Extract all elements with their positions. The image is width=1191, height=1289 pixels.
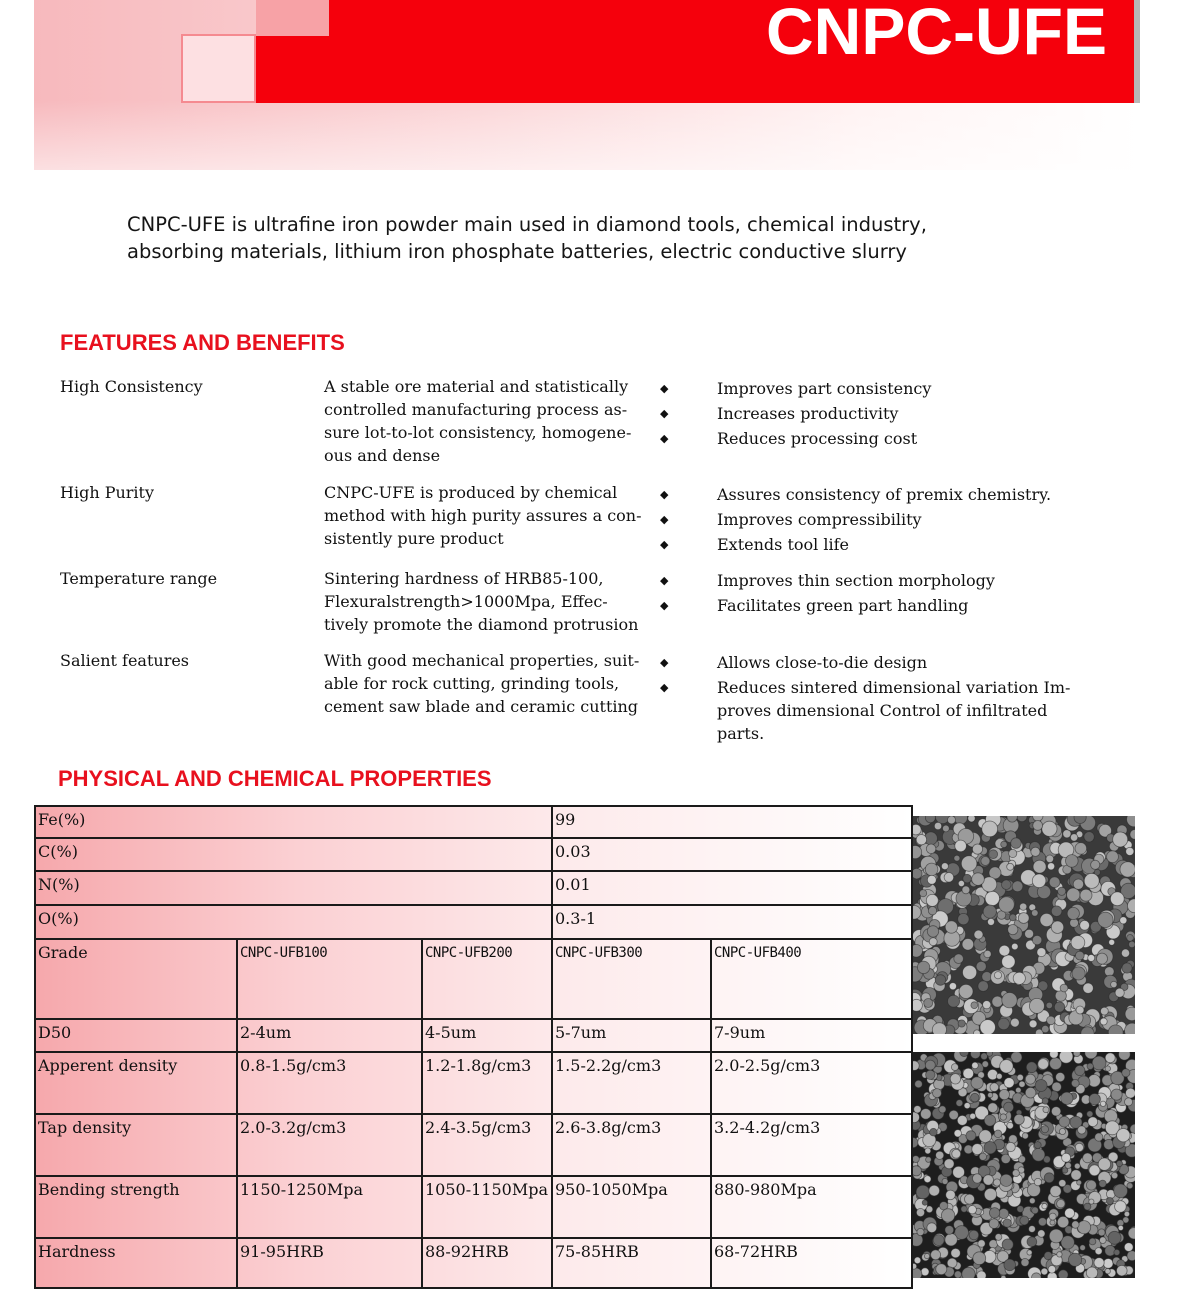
grade-cell: CNPC-UFB100 (237, 939, 422, 1019)
grade-label: Grade (35, 939, 237, 1019)
benefit-text: Improves thin section morphology (717, 571, 995, 590)
micrograph-image-bottom (913, 1052, 1135, 1278)
bullet-icon: ◆ (660, 513, 669, 526)
bullet-icon: ◆ (660, 574, 669, 587)
property-value: 950-1050Mpa (552, 1176, 711, 1238)
feature-benefits (660, 651, 1080, 747)
grade-cell: CNPC-UFB300 (552, 939, 711, 1019)
benefit-item (660, 402, 1080, 425)
property-value: 91-95HRB (237, 1238, 422, 1288)
property-label: Hardness (35, 1238, 237, 1288)
bullet-icon: ◆ (660, 382, 669, 395)
benefit-text: Increases productivity (717, 404, 899, 423)
table-row (35, 871, 912, 905)
benefit-item (660, 377, 1080, 400)
property-value: 0.8-1.5g/cm3 (237, 1052, 422, 1114)
page-title: CNPC-UFE (766, 0, 1107, 68)
property-value: 1.5-2.2g/cm3 (552, 1052, 711, 1114)
bullet-icon: ◆ (660, 488, 669, 501)
property-label: Bending strength (35, 1176, 237, 1238)
benefit-text: Reduces sintered dimensional variation Im-proves dimensional Control of infiltrated parts. (717, 678, 1071, 743)
composition-label: Fe(%) (35, 806, 552, 838)
header-fade-overlay (34, 100, 1139, 170)
property-label: Tap density (35, 1114, 237, 1176)
micrograph-particles-icon (913, 816, 1135, 1034)
composition-label: N(%) (35, 871, 552, 905)
property-value: 880-980Mpa (711, 1176, 912, 1238)
composition-value: 0.01 (552, 871, 912, 905)
composition-value: 0.03 (552, 838, 912, 871)
feature-description: A stable ore material and statistically controlled manufacturing process as-sure lot-to-lot consistency, homogene-ous and dense (324, 377, 632, 465)
composition-value: 0.3-1 (552, 905, 912, 939)
feature-benefits (660, 483, 1080, 558)
benefit-item (660, 651, 1080, 674)
header-decor-square-top (256, 0, 329, 36)
grade-cell: CNPC-UFB200 (422, 939, 552, 1019)
grade-row (35, 939, 912, 1019)
benefit-item (660, 594, 1080, 617)
bullet-icon: ◆ (660, 432, 669, 445)
bullet-icon: ◆ (660, 407, 669, 420)
table-row (35, 1052, 912, 1114)
micrograph-particles-dense-icon (913, 1052, 1135, 1278)
benefit-text: Facilitates green part handling (717, 596, 969, 615)
table-row (35, 1019, 912, 1052)
property-value: 2.6-3.8g/cm3 (552, 1114, 711, 1176)
bullet-icon: ◆ (660, 599, 669, 612)
property-value: 1.2-1.8g/cm3 (422, 1052, 552, 1114)
bullet-icon: ◆ (660, 681, 669, 694)
property-value: 4-5um (422, 1019, 552, 1052)
feature-name: High Purity (60, 483, 155, 502)
property-value: 7-9um (711, 1019, 912, 1052)
benefit-text: Reduces processing cost (717, 429, 918, 448)
benefit-text: Improves compressibility (717, 510, 922, 529)
intro-paragraph (127, 211, 1027, 265)
intro-line-2: absorbing materials, lithium iron phosphate batteries, electric conductive slurry (127, 240, 907, 263)
feature-description: Sintering hardness of HRB85-100, Flexuralstrength>1000Mpa, Effec-tively promote the diamond protrusion (324, 569, 639, 634)
properties-table (34, 805, 913, 1289)
property-value: 68-72HRB (711, 1238, 912, 1288)
benefit-item (660, 533, 1080, 556)
feature-name: Temperature range (60, 569, 218, 588)
property-value: 1150-1250Mpa (237, 1176, 422, 1238)
property-value: 1050-1150Mpa (422, 1176, 552, 1238)
benefit-item (660, 569, 1080, 592)
feature-benefits (660, 569, 1080, 619)
feature-name: Salient features (60, 651, 190, 670)
intro-line-1: CNPC-UFE is ultrafine iron powder main used in diamond tools, chemical industry, (127, 213, 927, 236)
property-value: 2.0-3.2g/cm3 (237, 1114, 422, 1176)
table-row (35, 1238, 912, 1288)
table-row (35, 806, 912, 838)
property-value: 2-4um (237, 1019, 422, 1052)
header-edge-strip (1134, 0, 1140, 103)
property-value: 2.4-3.5g/cm3 (422, 1114, 552, 1176)
feature-name: High Consistency (60, 377, 203, 396)
property-value: 2.0-2.5g/cm3 (711, 1052, 912, 1114)
grade-cell: CNPC-UFB400 (711, 939, 912, 1019)
feature-benefits (660, 377, 1080, 452)
benefit-text: Assures consistency of premix chemistry. (717, 485, 1052, 504)
benefit-item (660, 427, 1080, 450)
benefit-text: Allows close-to-die design (717, 653, 928, 672)
property-value: 88-92HRB (422, 1238, 552, 1288)
benefit-item (660, 676, 1080, 745)
micrograph-image-top (913, 816, 1135, 1034)
property-value: 3.2-4.2g/cm3 (711, 1114, 912, 1176)
table-row (35, 838, 912, 871)
composition-label: C(%) (35, 838, 552, 871)
benefit-text: Extends tool life (717, 535, 849, 554)
table-row (35, 905, 912, 939)
features-heading: FEATURES AND BENEFITS (60, 330, 345, 355)
property-value: 5-7um (552, 1019, 711, 1052)
properties-heading: PHYSICAL AND CHEMICAL PROPERTIES (58, 766, 492, 791)
property-value: 75-85HRB (552, 1238, 711, 1288)
bullet-icon: ◆ (660, 538, 669, 551)
benefit-text: Improves part consistency (717, 379, 932, 398)
property-label: Apperent density (35, 1052, 237, 1114)
bullet-icon: ◆ (660, 656, 669, 669)
feature-description: CNPC-UFE is produced by chemical method with high purity assures a con-sistently pure product (324, 483, 642, 548)
benefit-item (660, 483, 1080, 506)
composition-label: O(%) (35, 905, 552, 939)
property-label: D50 (35, 1019, 237, 1052)
table-row (35, 1176, 912, 1238)
composition-value: 99 (552, 806, 912, 838)
feature-description: With good mechanical properties, suit-able for rock cutting, grinding tools, cement saw blade and ceramic cutting (324, 651, 640, 716)
table-row (35, 1114, 912, 1176)
benefit-item (660, 508, 1080, 531)
header-decor-square (181, 34, 256, 103)
